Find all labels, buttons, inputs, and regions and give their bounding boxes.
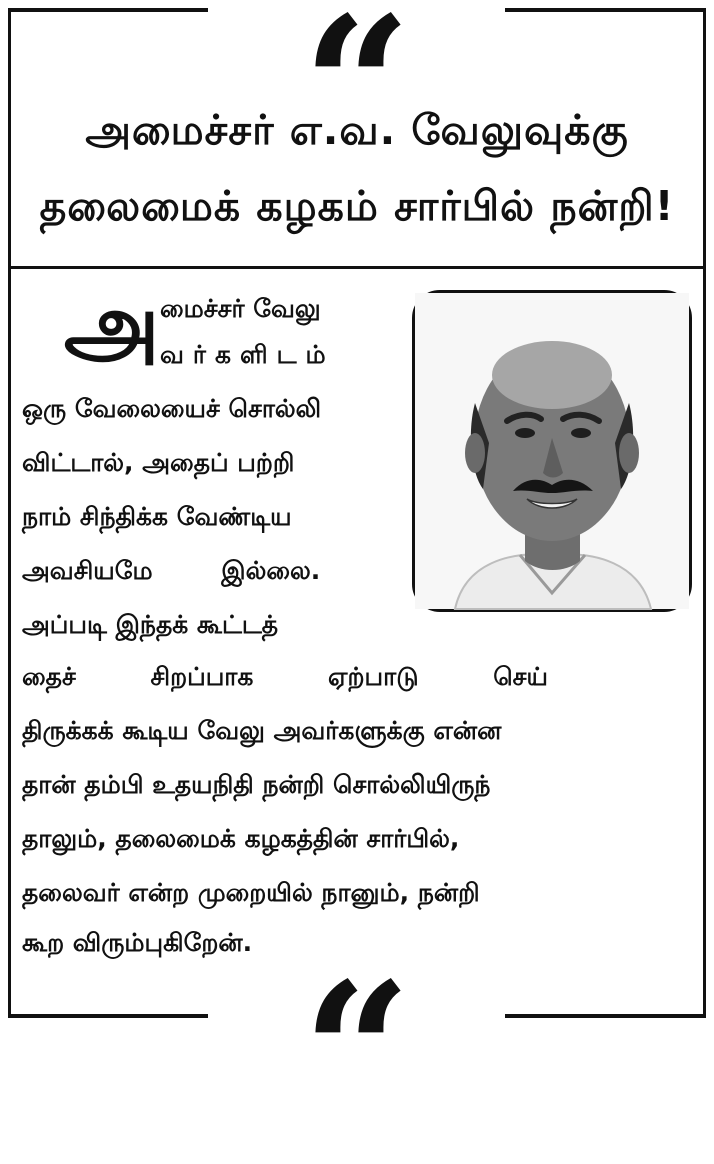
top-rule-right <box>505 8 706 12</box>
top-rule-left <box>8 8 208 12</box>
body-line-8: தைச் சிறப்பாக ஏற்பாடு செய் <box>22 662 548 691</box>
body-dropcap: அ <box>64 275 160 375</box>
body-line-3: ஒரு வேலையைச் சொல்லி <box>22 394 322 423</box>
opening-quote-mark: “ <box>302 0 412 198</box>
body-line-11: தாலும், தலைமைக் கழகத்தின் சார்பில், <box>22 824 460 853</box>
portrait-photo <box>412 290 692 612</box>
body-line-12: தலைவர் என்ற முறையில் நானும், நன்றி <box>22 878 480 907</box>
body-line-4: விட்டால், அதைப் பற்றி <box>22 448 295 477</box>
body-line-5: நாம் சிந்திக்க வேண்டிய <box>22 502 292 531</box>
closing-quote-mark: “ <box>302 941 412 1164</box>
body-line-6: அவசியமே இல்லை. <box>22 556 321 585</box>
bottom-rule-left <box>8 1014 208 1018</box>
body-line-13: கூற விரும்புகிறேன். <box>22 928 253 957</box>
headline-line-2: தலைமைக் கழகம் சார்பில் நன்றி! <box>39 182 675 230</box>
headline-line-1: அமைச்சர் எ.வ. வேலுவுக்கு <box>85 106 629 154</box>
body-line-10: தான் தம்பி உதயநிதி நன்றி சொல்லியிருந் <box>22 770 491 799</box>
body-line-1: மைச்சர் வேலு <box>160 294 321 323</box>
body-line-7: அப்படி இந்தக் கூட்டத் <box>22 610 279 639</box>
body-line-2: வர்களிடம் <box>160 340 335 369</box>
bottom-rule-right <box>505 1014 706 1018</box>
headline-divider <box>8 266 706 269</box>
body-line-9: திருக்கக் கூடிய வேலு அவர்களுக்கு என்ன <box>22 716 502 745</box>
portrait-photo-icon <box>415 293 689 609</box>
